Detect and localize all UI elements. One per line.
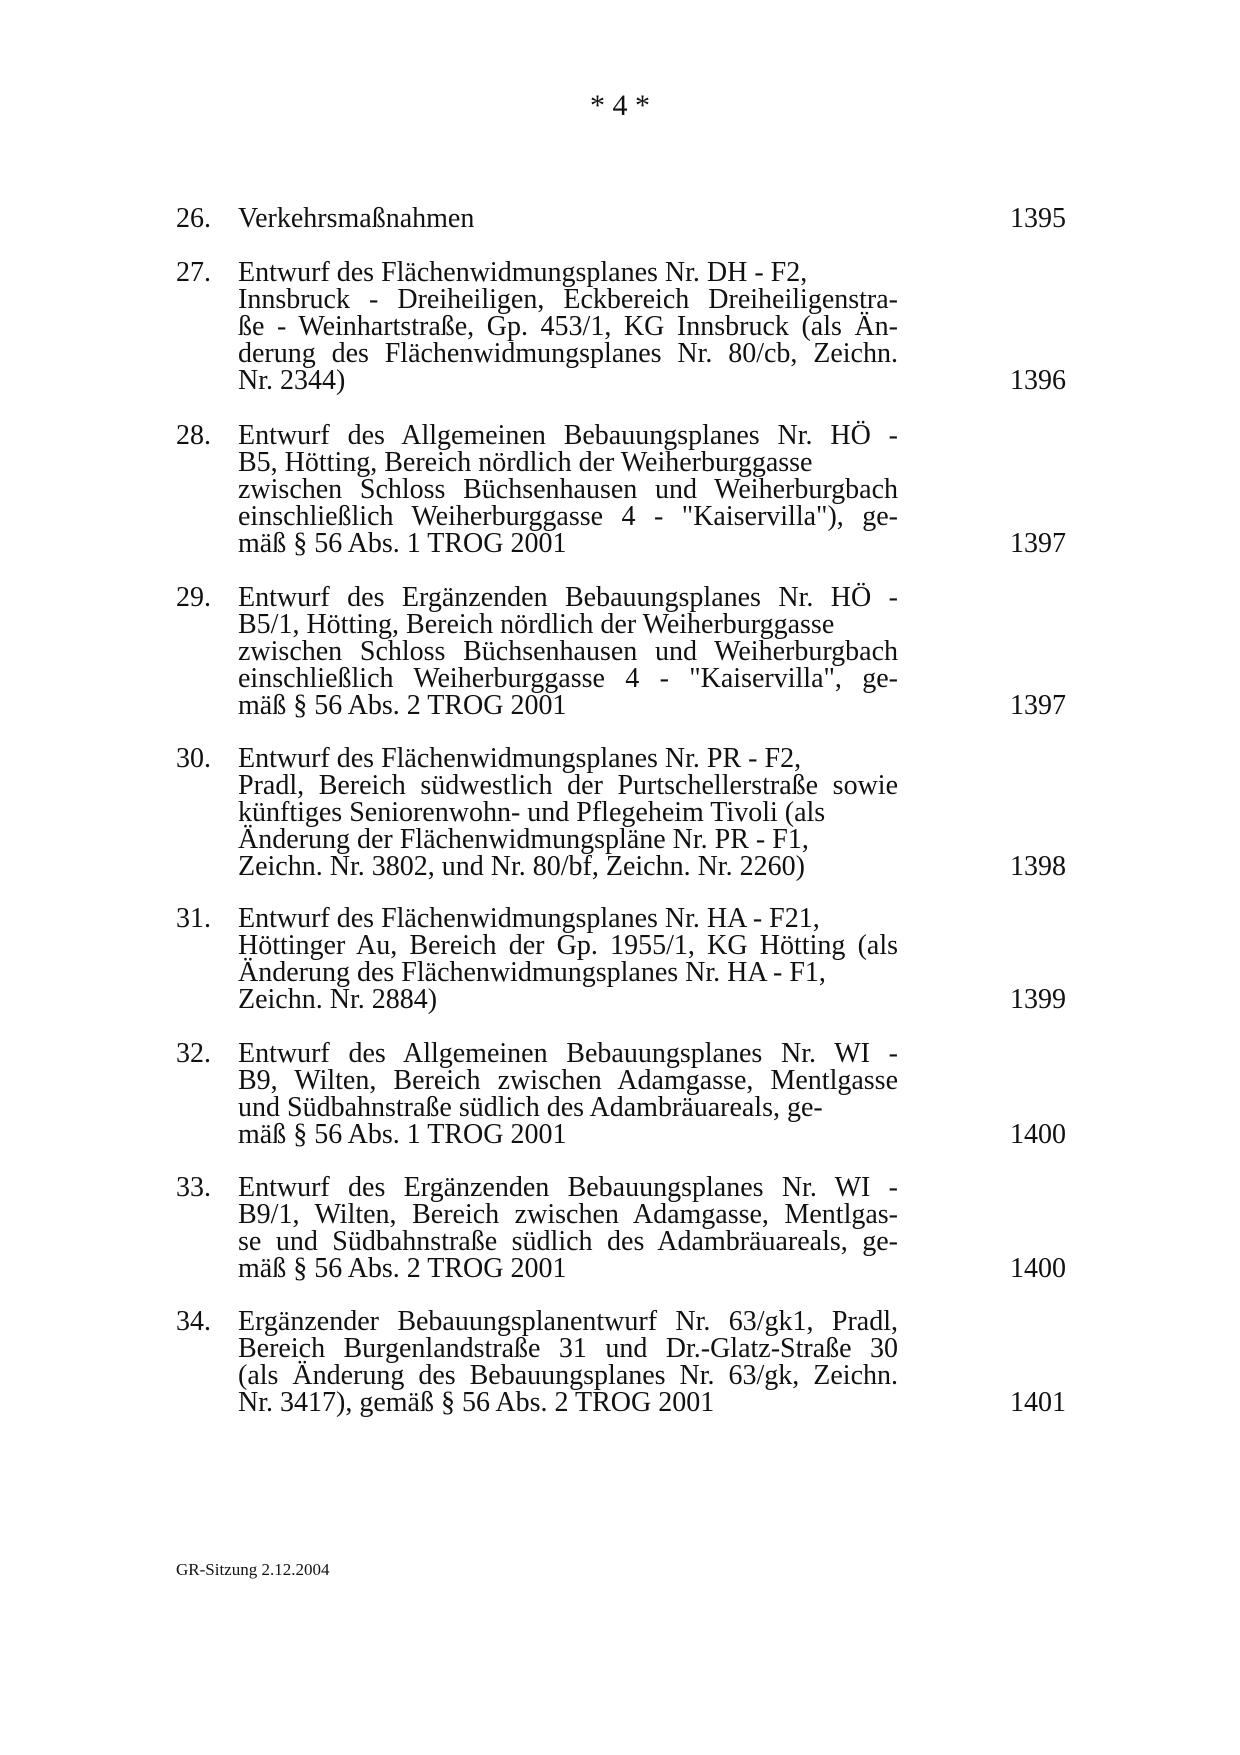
entry-title-line: Nr. 2344) [238, 365, 346, 396]
entry-title [238, 1308, 898, 1416]
entry-page-number: 1401 [1010, 1387, 1066, 1418]
entry-number: 28. [176, 420, 211, 451]
entry-title-line: B5, Hötting, Bereich nördlich der Weiherburggasse [238, 447, 813, 478]
toc-entry-28 [176, 422, 1066, 562]
entry-title-line: künftiges Seniorenwohn- und Pflegeheim Tivoli (als [238, 797, 826, 828]
entry-title-line: Zeichn. Nr. 2884) [238, 984, 438, 1015]
entry-number: 31. [176, 903, 211, 934]
entry-number: 27. [176, 257, 211, 288]
entry-page-number: 1395 [1010, 203, 1066, 234]
toc-entry-26 [176, 205, 1066, 235]
toc-entry-31 [176, 905, 1066, 1017]
entry-title-line: Entwurf des Ergänzenden Bebauungsplanes Nr. WI - [238, 1172, 898, 1203]
entry-number: 26. [176, 203, 211, 234]
entry-title-line: B9/1, Wilten, Bereich zwischen Adamgasse, Mentlgas- [238, 1199, 898, 1230]
entry-title-line: Entwurf des Ergänzenden Bebauungsplanes Nr. HÖ - [238, 582, 898, 613]
entry-page-number: 1400 [1010, 1119, 1066, 1150]
entry-title-line: Entwurf des Allgemeinen Bebauungsplanes Nr. WI - [238, 1038, 898, 1069]
entry-number: 32. [176, 1038, 211, 1069]
toc-entry-32 [176, 1040, 1066, 1152]
entry-title [238, 259, 898, 394]
entry-title-line: B9, Wilten, Bereich zwischen Adamgasse, Mentlgasse [238, 1065, 898, 1096]
entry-title [238, 1040, 898, 1148]
entry-title-line: mäß § 56 Abs. 2 TROG 2001 [238, 1253, 567, 1284]
page-number: * 4 * [590, 89, 650, 122]
entry-title [238, 905, 898, 1013]
entry-title-line: Entwurf des Flächenwidmungsplanes Nr. DH - F2, [238, 257, 808, 288]
entry-title-line: B5/1, Hötting, Bereich nördlich der Weiherburggasse [238, 609, 835, 640]
entry-title-line: mäß § 56 Abs. 1 TROG 2001 [238, 1119, 567, 1150]
toc-entry-34 [176, 1308, 1066, 1420]
entry-number: 29. [176, 582, 211, 613]
entry-title-line: Verkehrsmaßnahmen [238, 203, 475, 234]
entry-number: 33. [176, 1172, 211, 1203]
entry-page-number: 1397 [1010, 528, 1066, 559]
toc-entry-27 [176, 259, 1066, 399]
entry-title-line: ße - Weinhartstraße, Gp. 453/1, KG Innsbruck (als Än- [238, 311, 898, 342]
entry-title-line: derung des Flächenwidmungsplanes Nr. 80/cb, Zeichn. [238, 338, 898, 369]
entry-title-line: Ergänzender Bebauungsplanentwurf Nr. 63/gk1, Pradl, [238, 1306, 898, 1337]
entry-title-line: einschließlich Weiherburggasse 4 - "Kaiservilla"), ge- [238, 501, 898, 532]
footer-session-date: GR-Sitzung 2.12.2004 [176, 1560, 330, 1579]
entry-page-number: 1397 [1010, 690, 1066, 721]
entry-number: 30. [176, 743, 211, 774]
entry-title-line: mäß § 56 Abs. 2 TROG 2001 [238, 690, 567, 721]
entry-title-line: Entwurf des Flächenwidmungsplanes Nr. HA - F21, [238, 903, 820, 934]
entry-title-line: zwischen Schloss Büchsenhausen und Weiherburgbach [238, 636, 898, 667]
entry-title [238, 745, 898, 880]
entry-page-number: 1400 [1010, 1253, 1066, 1284]
toc-entry-30 [176, 745, 1066, 885]
entry-title-line: Höttinger Au, Bereich der Gp. 1955/1, KG Hötting (als [238, 930, 898, 961]
entry-title-line: Bereich Burgenlandstraße 31 und Dr.-Glatz-Straße 30 [238, 1333, 898, 1364]
toc-entry-29 [176, 584, 1066, 724]
entry-title-line: Innsbruck - Dreiheiligen, Eckbereich Dreiheiligenstra- [238, 284, 898, 315]
entry-title [238, 205, 898, 232]
entry-title-line: Änderung der Flächenwidmungspläne Nr. PR - F1, [238, 824, 809, 855]
entry-page-number: 1399 [1010, 984, 1066, 1015]
entry-title-line: (als Änderung des Bebauungsplanes Nr. 63/gk, Zeichn. [238, 1360, 898, 1391]
entry-title-line: Entwurf des Allgemeinen Bebauungsplanes Nr. HÖ - [238, 420, 898, 451]
entry-page-number: 1398 [1010, 851, 1066, 882]
entry-title-line: zwischen Schloss Büchsenhausen und Weiherburgbach [238, 474, 898, 505]
entry-title-line: Zeichn. Nr. 3802, und Nr. 80/bf, Zeichn. Nr. 2260) [238, 851, 805, 882]
entry-title-line: mäß § 56 Abs. 1 TROG 2001 [238, 528, 567, 559]
entry-title-line: se und Südbahnstraße südlich des Adambräuareals, ge- [238, 1226, 898, 1257]
entry-title-line: einschließlich Weiherburggasse 4 - "Kaiservilla", ge- [238, 663, 898, 694]
entry-title-line: Nr. 3417), gemäß § 56 Abs. 2 TROG 2001 [238, 1387, 715, 1418]
entry-title [238, 1174, 898, 1282]
entry-title [238, 422, 898, 557]
entry-page-number: 1396 [1010, 365, 1066, 396]
entry-title-line: Änderung des Flächenwidmungsplanes Nr. HA - F1, [238, 957, 826, 988]
entry-title-line: Pradl, Bereich südwestlich der Purtschellerstraße sowie [238, 770, 898, 801]
entry-number: 34. [176, 1306, 211, 1337]
entry-title-line: Entwurf des Flächenwidmungsplanes Nr. PR - F2, [238, 743, 802, 774]
toc-entry-33 [176, 1174, 1066, 1286]
entry-title-line: und Südbahnstraße südlich des Adambräuareals, ge- [238, 1092, 823, 1123]
entry-title [238, 584, 898, 719]
